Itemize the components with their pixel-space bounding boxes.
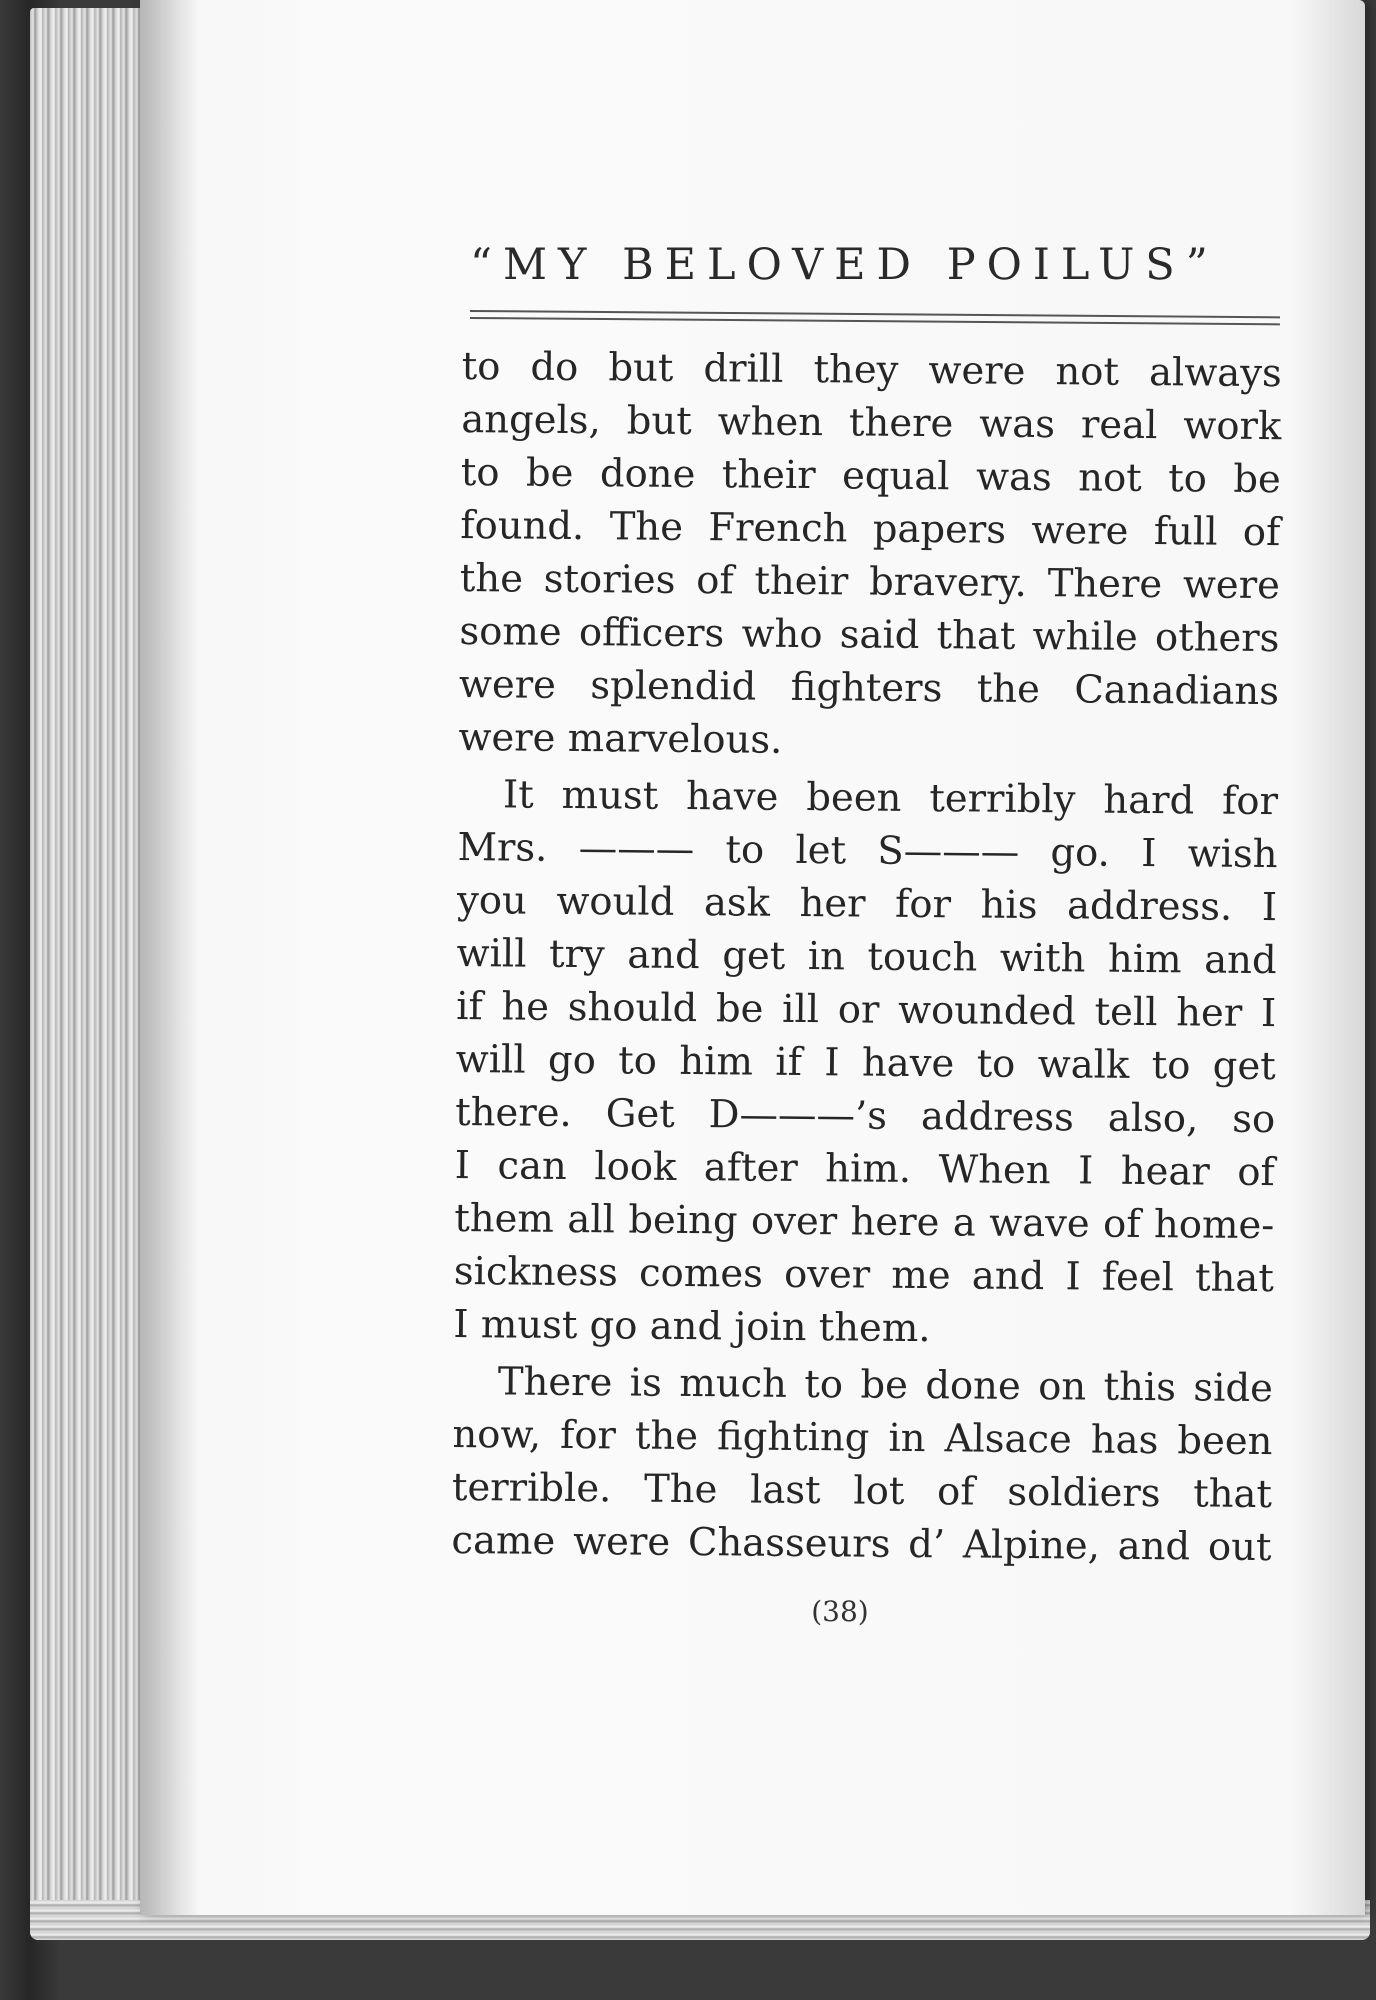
text-line: to be done their equal was not to be [460, 449, 1282, 503]
text-line: you would ask her for his address. I [456, 877, 1278, 931]
text-line: to do but drill they were not always [461, 343, 1282, 397]
text-line: will try and get in touch with him and [456, 930, 1277, 984]
text-line: I can look after him. When I hear of [454, 1142, 1275, 1196]
body-text [451, 340, 1282, 1574]
text-line: there. Get D———’s address also, so [455, 1089, 1276, 1143]
text-line: I must go and join them. [453, 1301, 931, 1352]
text-line: It must have been terribly hard for [502, 772, 1279, 825]
text-line: were marvelous. [458, 714, 783, 763]
text-line: some officers who said that while others [459, 608, 1280, 662]
text-line: if he should be ill or wounded tell her I [455, 983, 1277, 1037]
text-line: the stories of their bravery. There were [459, 555, 1281, 609]
text-line: angels, but when there was real work [461, 396, 1282, 450]
text-line: terrible. The last lot of soldiers that [451, 1464, 1273, 1518]
text-line: will go to him if I have to walk to get [455, 1036, 1276, 1090]
text-line: Mrs. ——— to let S——— go. I wish [457, 824, 1278, 878]
running-head: “MY BELOVED POILUS” [470, 240, 1219, 290]
text-line: now, for the fighting in Alsace has been [452, 1411, 1273, 1465]
text-line: were splendid fighters the Canadians [458, 661, 1280, 715]
text-line: There is much to be done on this side [497, 1359, 1274, 1412]
text-line: came were Chasseurs d’ Alpine, and out [451, 1517, 1272, 1571]
text-line: found. The French papers were full of [460, 502, 1281, 556]
text-line: sickness comes over me and I feel that [453, 1248, 1275, 1302]
text-line: them all being over here a wave of home- [454, 1195, 1275, 1249]
page-number: (38) [811, 1595, 869, 1628]
